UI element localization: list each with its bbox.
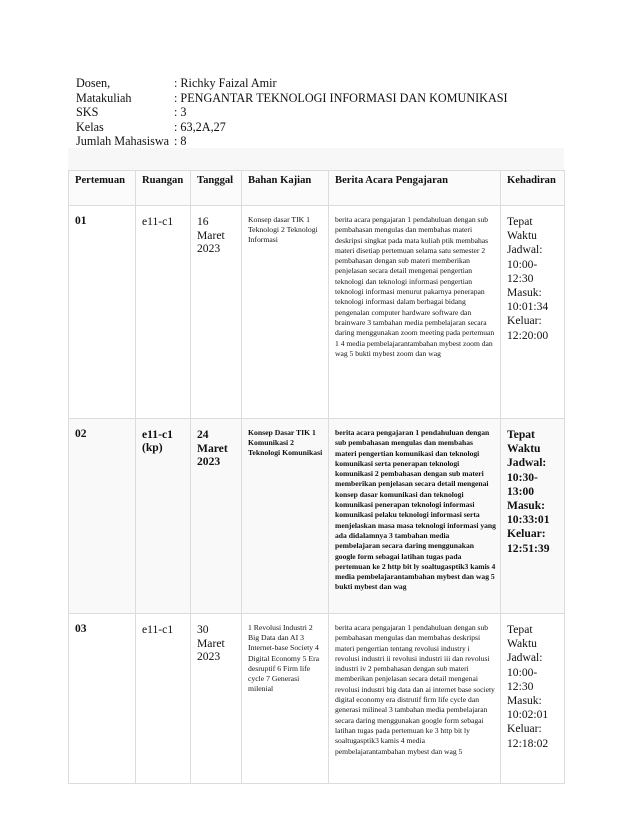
- dosen-value: : Richky Faizal Amir: [174, 76, 277, 90]
- topic: Konsep Dasar TIK 1 Komunikasi 2 Teknologi Komunikasi: [242, 419, 329, 614]
- kelas-value: : 63,2A,27: [174, 119, 226, 134]
- attendance: Tepat Waktu Jadwal: 10:30-13:00 Masuk: 10:33:01 Keluar: 12:51:39: [501, 419, 565, 614]
- info-row-kelas: [76, 120, 508, 135]
- meeting-number: 01: [69, 206, 136, 419]
- info-row-sks: [76, 105, 508, 120]
- jumlah-mahasiswa-label: Jumlah Mahasiswa: [76, 134, 170, 149]
- lesson-report: berita acara pengajaran 1 pendahuluan dengan sub pembahasan mengulas dan membahas deskripsi materi pengertian tentang revolusi industry i revolusi industri ii revolusi industri iii dan revolusi industri iv 2 pembahasan dengan sub materi memberikan penjelasan secara detail mengenai revolusi industri big data dan ai internet base society digital economy era distrutif firm life cycle dan generasi milineal 3 tambahan media pembelajaran secara daring menggunakan google form sebagai latihan tugas pada pertemuan ke 3 http bit ly soaltugasptik3 kamis 4 media pembelajarantambahan mybest dan wag 5: [329, 614, 501, 784]
- matakuliah-value: : PENGANTAR TEKNOLOGI INFORMASI DAN KOMUNIKASI: [174, 90, 508, 105]
- meeting-number: 02: [69, 419, 136, 614]
- header-bahan-kajian: Bahan Kajian: [242, 171, 329, 206]
- table-row: [69, 614, 565, 784]
- header-berita-acara: Berita Acara Pengajaran: [329, 171, 501, 206]
- room: e11-c1 (kp): [136, 419, 191, 614]
- attendance: Tepat Waktu Jadwal: 10:00-12:30 Masuk: 10:01:34 Keluar: 12:20:00: [501, 206, 565, 419]
- header-kehadiran: Kehadiran: [501, 171, 565, 206]
- topic: Konsep dasar TIK 1 Teknologi 2 Teknologi Informasi: [242, 206, 329, 419]
- info-row-matakuliah: [76, 91, 508, 106]
- date: 16 Maret 2023: [191, 206, 242, 419]
- info-row-jumlah-mahasiswa: [76, 134, 508, 149]
- sks-label: SKS: [76, 105, 99, 120]
- date: 30 Maret 2023: [191, 614, 242, 784]
- dosen-label: Dosen,: [76, 76, 111, 90]
- jumlah-mahasiswa-value: : 8: [174, 134, 187, 149]
- header-pertemuan: Pertemuan: [69, 171, 136, 206]
- date: 24 Maret 2023: [191, 419, 242, 614]
- room: e11-c1: [136, 614, 191, 784]
- lesson-report: berita acara pengajaran 1 pendahuluan dengan sub pembahasan mengulas dan membahas materi pengertian komunikasi dan teknologi komunikasi serta penerapan teknologi komunikasi 2 pembahasan dengan sub materi memberikan penjelasan secara detail mengenai konsep dasar komunikasi dan teknologi komunikasi penerapan teknologi informasi komunikasi pelaku teknologi informasi serta menjelaskan masa masa teknologi informasi yang ada didalamnya 3 tambahan media pembelajaran secara daring menggunakan google form sebagai latihan tugas pada pertemuan ke 2 http bit ly soaltugasptik3 kamis 4 media pembelajarantambahan mybest dan wag 5 bukti mybest dan wag: [329, 419, 501, 614]
- course-info: [76, 76, 508, 149]
- sks-value: : 3: [174, 105, 187, 120]
- attendance-table: [68, 170, 565, 784]
- table-header-row: [69, 171, 565, 206]
- lesson-report: berita acara pengajaran 1 pendahuluan dengan sub pembahasan mengulas dan membahas materi deskripsi singkat pada mata kuliah ptik membahas materi disetiap pertemuan selama satu semester 2 pembahasan dengan sub materi memberikan penjelasan secara detail mengenai pengertian teknologi dan teknologi informasi pengertian teknologi informasi menurut pakarnya penerapan teknologi informasi dalam berbagai bidang pengenalan computer hardware software dan brainware 3 tambahan media pembelajaran secara daring menggunakan zoom meeting pada pertemuan 1 4 media pembelajarantambahan mybest zoom dan wag 5 bukti mybest zoom dan wag: [329, 206, 501, 419]
- header-tanggal: Tanggal: [191, 171, 242, 206]
- kelas-label: Kelas: [76, 119, 104, 134]
- header-ruangan: Ruangan: [136, 171, 191, 206]
- attendance: Tepat Waktu Jadwal: 10:00-12:30 Masuk: 10:02:01 Keluar: 12:18:02: [501, 614, 565, 784]
- section-divider: [68, 148, 564, 170]
- matakuliah-label: Matakuliah: [76, 90, 132, 105]
- table-row: [69, 206, 565, 419]
- topic: 1 Revolusi Industri 2 Big Data dan AI 3 Internet-base Society 4 Digital Economy 5 Era desruptif 6 Firm life cycle 7 Generasi milenial: [242, 614, 329, 784]
- room: e11-c1: [136, 206, 191, 419]
- meeting-number: 03: [69, 614, 136, 784]
- table-row: [69, 419, 565, 614]
- info-row-dosen: [76, 76, 508, 91]
